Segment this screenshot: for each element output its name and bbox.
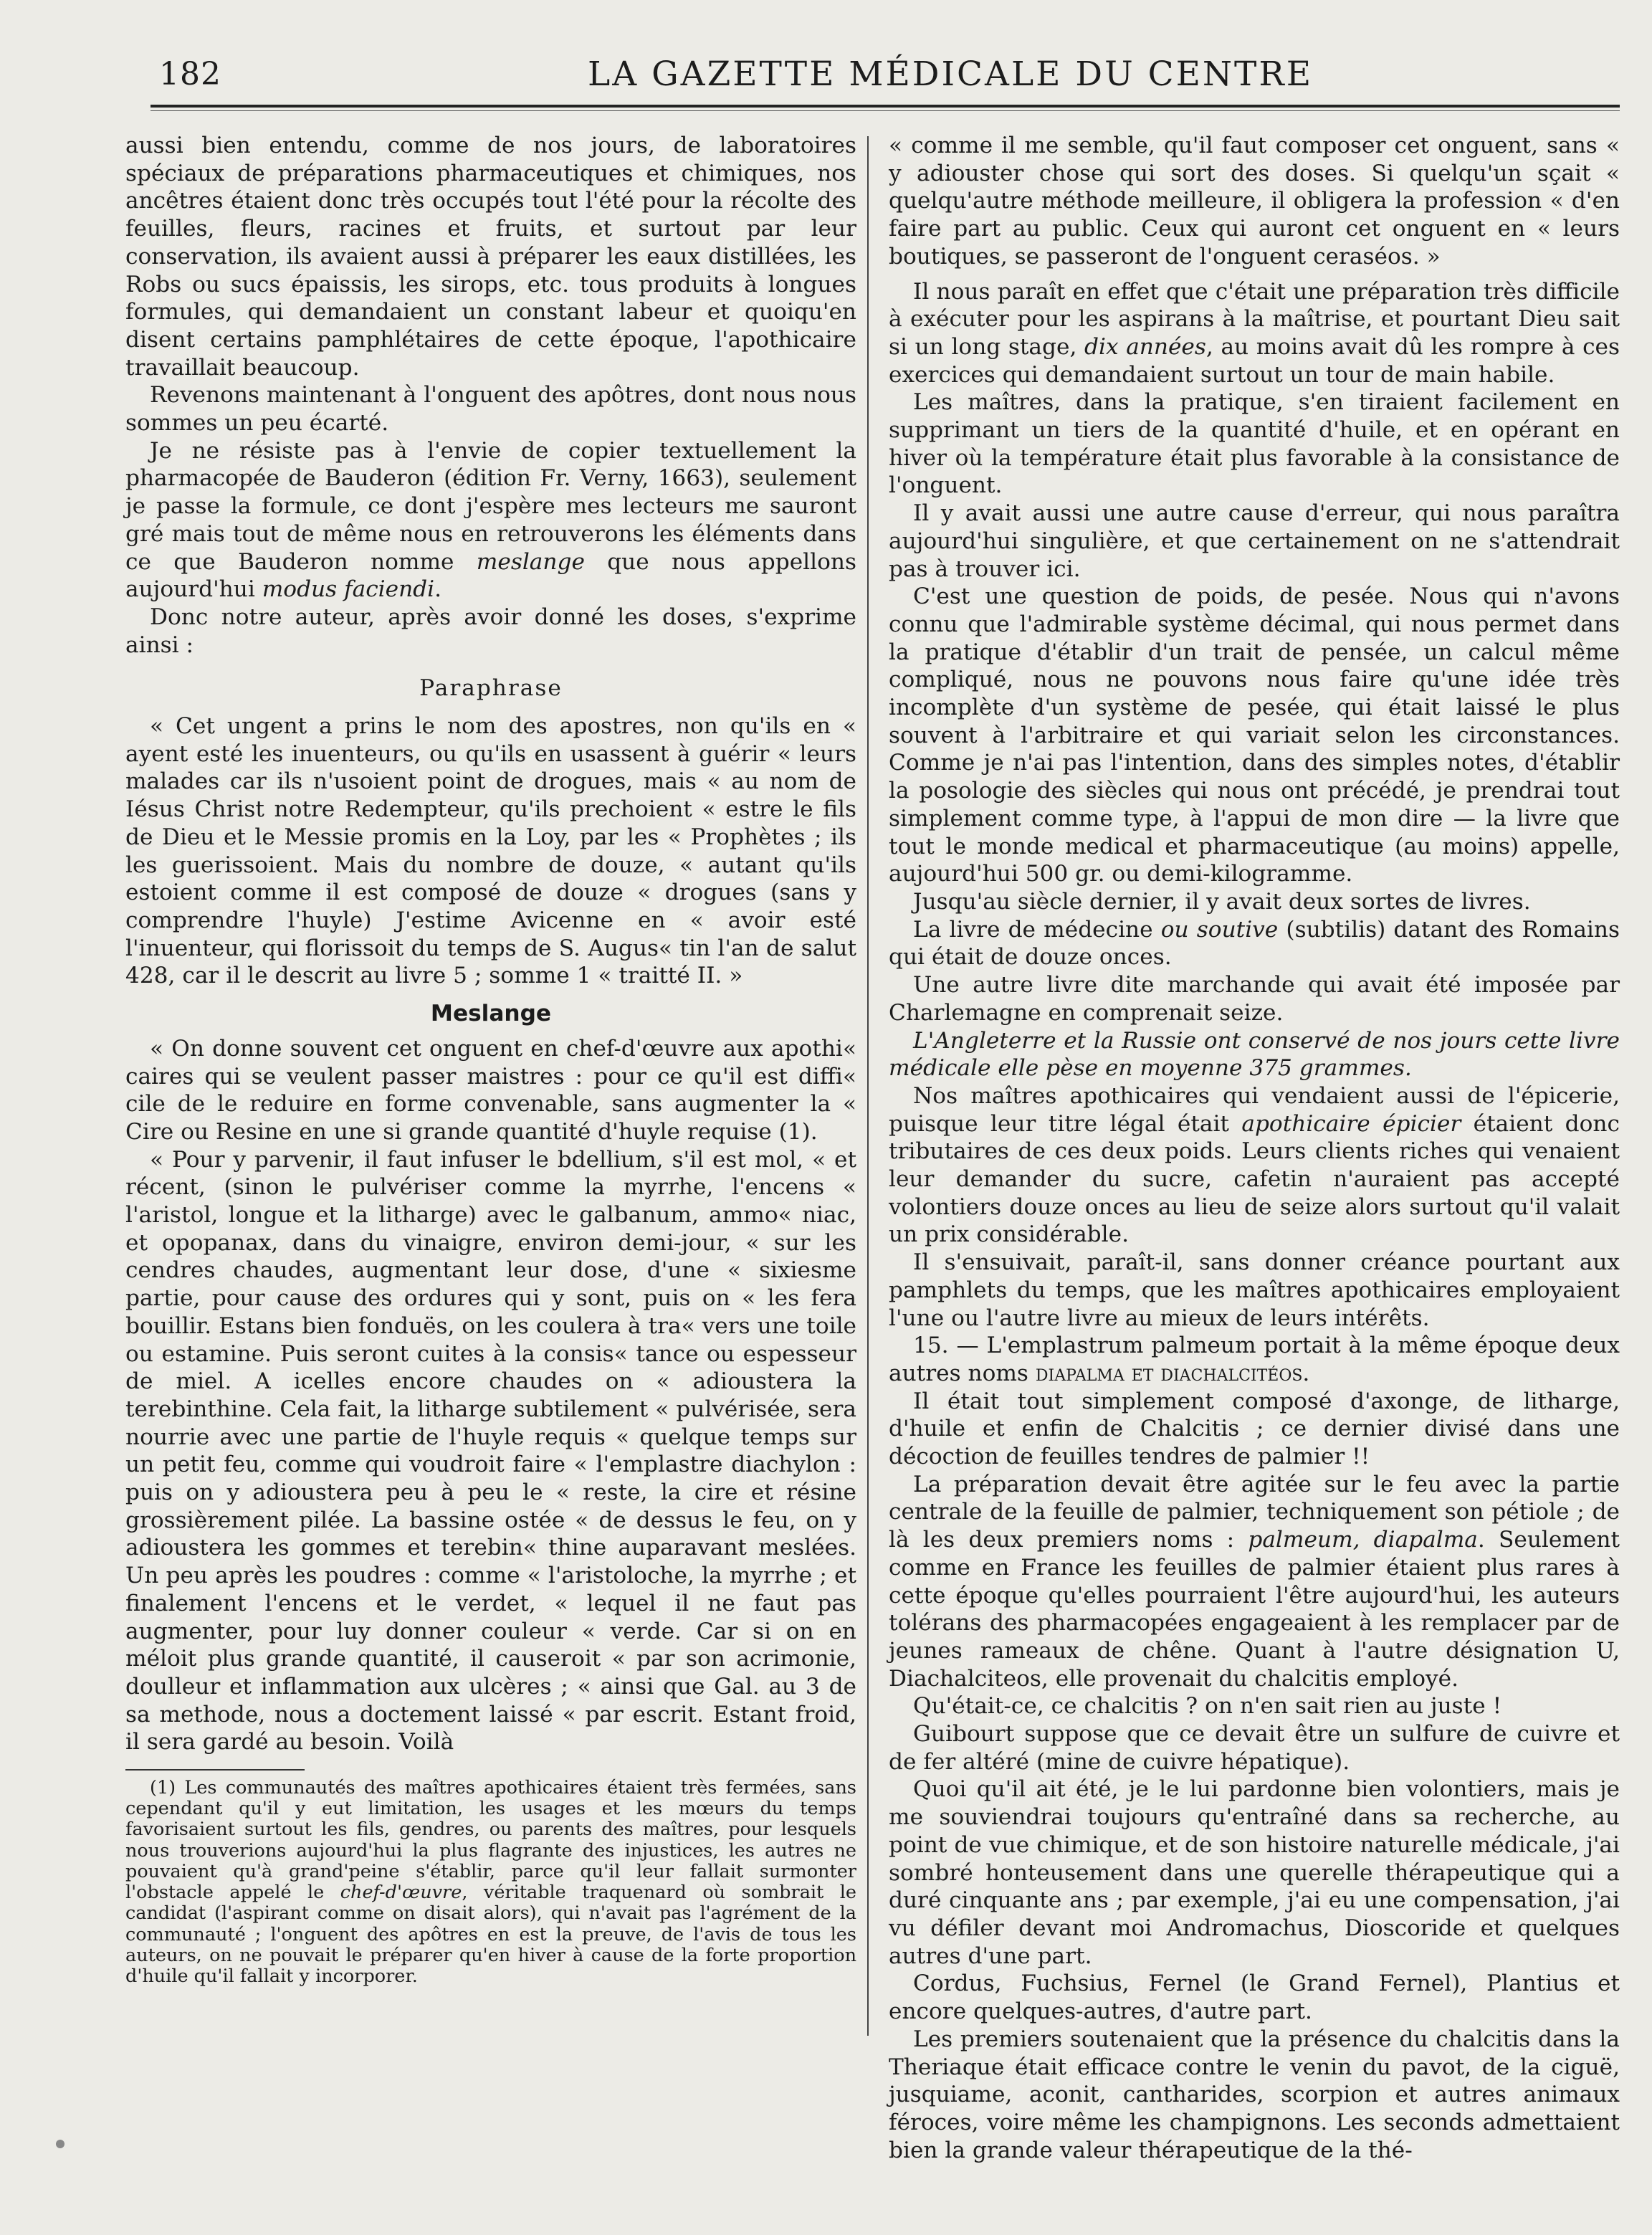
- paragraph: Guibourt suppose que ce devait être un sulfure de cuivre et de fer altéré (mine de cuivre hépatique).: [889, 1721, 1620, 1775]
- paragraph: L'Angleterre et la Russie ont conservé de nos jours cette livre médicale elle pèse en moyenne 375 grammes.: [889, 1027, 1620, 1082]
- paragraph: Quoi qu'il ait été, je le lui pardonne bien volontiers, mais je me souviendrai toujours qu'entraîné dans sa recherche, au point de vue chimique, et de son histoire naturelle médicale, j'ai sombré honteusement dans une querelle thérapeutique qui a duré cinquante ans ; par exemple, j'ai eu une compensation, j'ai vu défiler devant moi Andromachus, Dioscoride et quelques autres d'une part.: [889, 1776, 1620, 1969]
- paragraph: Jusqu'au siècle dernier, il y avait deux sortes de livres.: [913, 888, 1531, 915]
- footnote-rule: [125, 1769, 305, 1771]
- paragraph: Une autre livre dite marchande qui avait été imposée par Charlemagne en comprenait seize.: [889, 972, 1620, 1026]
- running-title: LA GAZETTE MÉDICALE DU CENTRE: [588, 54, 1314, 94]
- paragraph: La préparation devait être agitée sur le feu avec la partie centrale de la feuille de palmier, techniquement son pétiole ; de là les deux premiers noms : palmeum, diapalma. Seulement comme en France les feuilles de palmier étaient plus rares à cette époque qu'elles pourraient l'être aujourd'hui, les auteurs tolérans des pharmacopées engageaient à les remplacer par de jeunes rameaux de chêne. Quant à l'autre désignation U, Diachalciteos, elle provenait du chalcitis employé.: [889, 1471, 1620, 1692]
- quotation: « Pour y parvenir, il faut infuser le bdellium, s'il est mol, « et récent, (sinon le pulvériser comme la myrrhe, l'encens « l'aristol, longue et la litharge) avec le galbanum, ammo« niac, et opopanax, dans du vinaigre, environ demi-jour, « sur les cendres chaudes, augmentant leur dose, d'une « sixiesme partie, pour cause des ordures qui y sont, puis on « les fera bouillir. Estans bien fonduës, on les coulera à tra« vers une toile ou estamine. Puis seront cuites à la consis« tance ou espesseur de miel. A icelles encore chaudes on « adioustera la terebinthine. Cela fait, la litharge subtilement « pulvérisée, sera nourrie avec une partie de l'huyle requis « quelque temps sur un petit feu, comme qui voudroit faire « l'emplastre diachylon : puis on y adioustera peu à peu le « reste, la cire et résine grossièrement pilée. La bassine ostée « de dessus le feu, on y adioustera les gommes et terebin« thine auparavant meslées. Un peu après les poudres : comme « l'aristoloche, la myrrhe ; et finalement l'encens et le verdet, « lequel il ne faut pas augmenter, pour luy donner couleur « verde. Car si on en méloit plus grande quantité, il causeroit « par son acrimonie, doulleur et inflammation aux ulcères ; « ainsi que Gal. au 3 de sa methode, nous a doctement laissé « par escrit. Estant froid, il sera gardé au besoin. Voilà: [125, 1146, 856, 1755]
- page-number: 182: [159, 56, 221, 92]
- header-rule: [151, 105, 1620, 108]
- paragraph: La livre de médecine ou soutive (subtilis) datant des Romains qui était de douze onces.: [889, 916, 1620, 971]
- paragraph: Il y avait aussi une autre cause d'erreur, qui nous paraîtra aujourd'hui singulière, et que certainement on ne s'attendrait pas à trouver ici.: [889, 500, 1620, 582]
- paragraph: Revenons maintenant à l'onguent des apôtres, dont nous nous sommes un peu écarté.: [125, 382, 856, 437]
- paragraph: Il s'ensuivait, paraît-il, sans donner créance pourtant aux pamphlets du temps, que les maîtres apothicaires employaient l'une ou l'autre livre au mieux de leurs intérêts.: [889, 1249, 1620, 1331]
- right-column: [889, 132, 1620, 2164]
- quotation: « comme il me semble, qu'il faut composer cet onguent, sans « y adiouster chose qui sort des doses. Si quelqu'un sçait « quelqu'autre méthode meilleure, il obligera la profession « d'en faire part au public. Ceux qui auront cet onguent en « leurs boutiques, se passeront de l'onguent ceraséos. »: [889, 133, 1620, 270]
- paragraph: Il nous paraît en effet que c'était une préparation très difficile à exécuter pour les aspirans à la maîtrise, et pourtant Dieu sait si un long stage, dix années, au moins avait dû les rompre à ces exercices qui demandaient surtout un tour de main habile.: [889, 278, 1620, 388]
- quotation: « Cet ungent a prins le nom des apostres, non qu'ils en « ayent esté les inuenteurs, ou qu'ils en usassent à guérir « leurs malades car ils n'usoient point de drogues, mais « au nom de Iésus Christ notre Redempteur, qu'ils prechoient « estre le fils de Dieu et le Messie promis en la Loy, par les « Prophètes ; ils les guerissoient. Mais du nombre de douze, « autant qu'ils estoient comme il est composé de douze « drogues (sans y comprendre l'huyle) J'estime Avicenne en « avoir esté l'inuenteur, qui florissoit du temps de S. Augus« tin l'an de salut 428, car il le descrit au livre 5 ; somme 1 « traitté II. »: [125, 713, 856, 989]
- paragraph: Il était tout simplement composé d'axonge, de litharge, d'huile et enfin de Chalcitis ; ce dernier divisé dans une décoction de feuilles tendres de palmier !!: [889, 1388, 1620, 1470]
- section-heading-paraphrase: Paraphrase: [419, 675, 563, 702]
- section-heading-meslange: Meslange: [430, 1001, 552, 1027]
- paragraph: Qu'était-ce, ce chalcitis ? on n'en sait rien au juste !: [913, 1693, 1502, 1720]
- left-column: [125, 132, 856, 1987]
- paragraph: 15. — L'emplastrum palmeum portait à la même époque deux autres noms diapalma et diachalcitéos.: [889, 1333, 1620, 1386]
- footnote: (1) Les communautés des maîtres apothicaires étaient très fermées, sans cependant qu'il y eut limitation, les usages et les mœurs du temps favorisaient surtout les fils, gendres, ou parents des maîtres, pour lesquels nous trouverions aujourd'hui la plus flagrante des injustices, les autres ne pouvaient qu'à grand'peine s'établir, parce qu'il leur fallait surmonter l'obstacle appelé le chef-d'œuvre, véritable traquenard où sombrait le candidat (l'aspirant comme on disait alors), qui n'avait pas l'agrément de la communauté ; l'onguent des apôtres en est la preuve, de l'avis de tous les auteurs, on ne pouvait le préparer qu'en hiver à cause de la forte proportion d'huile qu'il fallait y incorporer.: [125, 1777, 857, 1987]
- ink-spot: [56, 2140, 65, 2148]
- paragraph: Donc notre auteur, après avoir donné les doses, s'exprime ainsi :: [125, 604, 856, 658]
- paragraph: aussi bien entendu, comme de nos jours, de laboratoires spéciaux de préparations pharmaceutiques et chimiques, nos ancêtres étaient donc très occupés tout l'été pour la récolte des feuilles, fleurs, racines et fruits, et surtout par leur conservation, ils avaient aussi à préparer les eaux distillées, les Robs ou sucs épaissis, les sirops, etc. tous produits à longues formules, qui demandaient un constant labeur et quoiqu'en disent certains pamphlétaires de cette époque, l'apothicaire travaillait beaucoup.: [125, 133, 856, 381]
- header-rule-thin: [151, 110, 1620, 111]
- paragraph: Les premiers soutenaient que la présence du chalcitis dans la Theriaque était efficace contre le venin du pavot, de la ciguë, jusquiame, aconit, cantharides, scorpion et autres animaux féroces, voire même les champignons. Les seconds admettaient bien la grande valeur thérapeutique de la thé-: [889, 2026, 1620, 2163]
- paragraph: C'est une question de poids, de pesée. Nous qui n'avons connu que l'admirable système décimal, qui nous permet dans la pratique d'établir d'un trait de pensée, un calcul même compliqué, nous ne pouvons nous faire qu'une idée très incomplète d'un système de pesée, qui était laissé le plus souvent à l'arbitraire et qui variait selon les circonstances. Comme je n'ai pas l'intention, dans des simples notes, d'établir la posologie des siècles qui nous ont précédé, je prendrai tout simplement comme type, à l'appui de mon dire — la livre que tout le monde medical et pharmaceutique (au moins) appelle, aujourd'hui 500 gr. ou demi-kilogramme.: [889, 583, 1620, 887]
- paragraph: Les maîtres, dans la pratique, s'en tiraient facilement en supprimant un tiers de la quantité d'huile, et en opérant en hiver où la température était plus favorable à la consistance de l'onguent.: [889, 389, 1620, 499]
- quotation: « On donne souvent cet onguent en chef-d'œuvre aux apothi« caires qui se veulent passer maistres : pour ce qu'il est diffi« cile de le reduire en forme convenable, sans augmenter la « Cire ou Resine en une si grande quantité d'huyle requise (1).: [125, 1035, 856, 1145]
- column-divider: [867, 136, 869, 2036]
- paragraph: Cordus, Fuchsius, Fernel (le Grand Fernel), Plantius et encore quelques-autres, d'autre part.: [889, 1970, 1620, 2025]
- paragraph: Je ne résiste pas à l'envie de copier textuellement la pharmacopée de Bauderon (édition Fr. Verny, 1663), seulement je passe la formule, ce dont j'espère mes lecteurs me sauront gré mais tout de même nous en retrouverons les éléments dans ce que Bauderon nomme meslange que nous appellons aujourd'hui modus faciendi.: [125, 437, 857, 603]
- paragraph: Nos maîtres apothicaires qui vendaient aussi de l'épicerie, puisque leur titre légal était apothicaire épicier étaient donc tributaires de ces deux poids. Leurs clients riches qui venaient leur demander du sucre, cafetin n'auraient pas accepté volontiers douze onces au lieu de seize alors surtout qu'il valait un prix considérable.: [889, 1082, 1620, 1248]
- page-header: [0, 0, 1652, 115]
